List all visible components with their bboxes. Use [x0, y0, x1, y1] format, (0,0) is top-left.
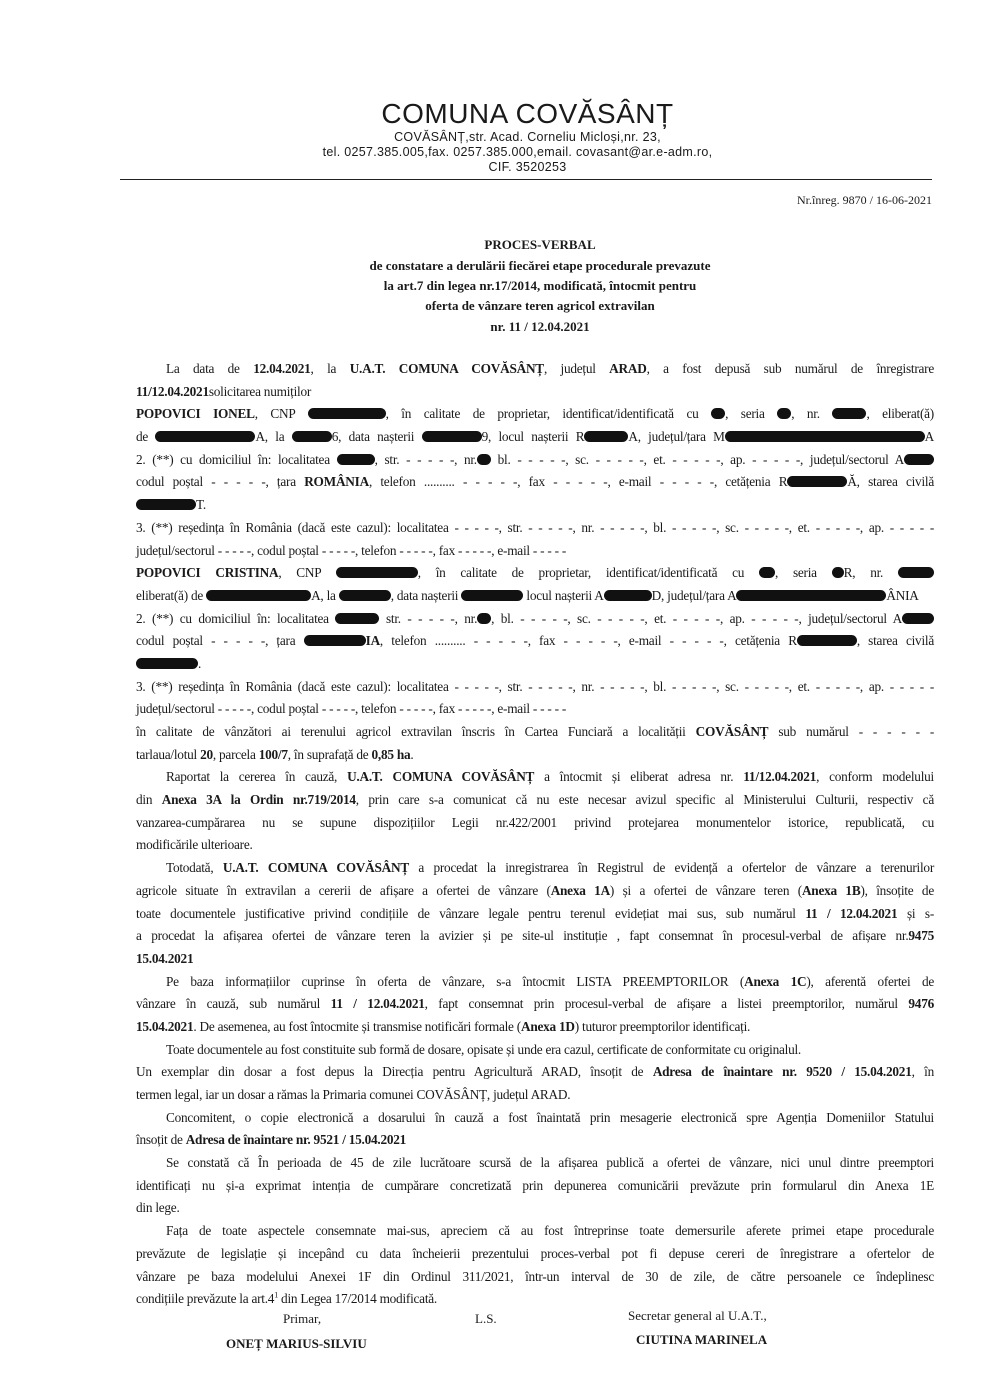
text: codul poștal - - - - -, țara [136, 633, 304, 649]
text: 6, data nașterii [331, 429, 422, 445]
text: termen legal, iar un dosar a rămas la Primaria comunei COVĂSÂNȚ, județul ARAD. [136, 1087, 571, 1102]
redaction-mark [339, 590, 391, 601]
text: , CNP [278, 565, 336, 581]
text: , conform modelului [816, 769, 934, 785]
redaction-mark [832, 408, 866, 419]
text-line [136, 494, 934, 517]
registration-number: Nr.înreg. 9870 / 16-06-2021 [797, 193, 932, 207]
text-line [136, 517, 934, 540]
text-line [136, 1016, 934, 1039]
text-line [136, 971, 934, 994]
text: , în suprafață de [287, 746, 372, 762]
bold-text: 100/7 [258, 746, 288, 762]
text: Pe baza informațiilor cuprinse în oferta de vânzare, s-a întocmit LISTA PREEMPTORILOR ( [166, 973, 745, 989]
seal-mark: L.S. [475, 1311, 497, 1326]
text-line [136, 1220, 934, 1243]
text-line [136, 857, 934, 880]
text-line [136, 880, 934, 903]
bold-text: Anexa 1D [520, 1018, 575, 1034]
text-line [136, 1129, 934, 1152]
text-line [136, 698, 934, 721]
text: , CNP [254, 406, 308, 422]
bold-text: IA [365, 633, 380, 649]
bold-text: U.A.T. COMUNA COVĂSÂNȚ [222, 860, 409, 876]
text: a procedat la afișarea ofertei de vânzare teren la avizier și pe site-ul instituție , fapt consemnat în procesul-verbal de afișare nr. [136, 928, 909, 944]
header-divider [120, 179, 932, 180]
text-line [136, 1175, 934, 1198]
text: , la [310, 361, 350, 376]
text: din Legea 17/2014 modificată. [277, 1291, 437, 1307]
text-line [136, 426, 934, 449]
text: solicitarea numiților [208, 383, 312, 399]
text: 3. (**) reședința în România (dacă este cazul): localitatea - - - - -, str. - - - - -, nr. - - - - -, bl. - - - - -, sc. - - - - -, et. - - - - -, ap. - - - - - [136, 678, 934, 694]
redaction-mark [797, 635, 857, 646]
text: , în calitate de proprietar, identificat/identificată cu [417, 565, 760, 581]
text-line [136, 1039, 934, 1062]
bold-text: 15.04.2021 [136, 1018, 194, 1034]
text-line [136, 381, 934, 404]
redaction-mark [335, 613, 379, 624]
bold-text: 11/12.04.2021 [136, 383, 209, 399]
text: str. - - - - -, nr. [379, 610, 478, 626]
text: , starea civilă [856, 633, 934, 649]
text-line [136, 676, 934, 699]
text: , seria [775, 565, 832, 581]
document-number: nr. 11 / 12.04.2021 [490, 319, 590, 334]
text-line [136, 1061, 934, 1084]
text: vânzare pe baza modelului Anexei 1F din Ordinul 311/2021, într-un interval de 30 de zile, de către persoanele ce îndeplinesc [136, 1268, 934, 1284]
text: vanzarea-cumpărarea nu se supune dispozițiilor Legii nr.422/2001 privind protejarea monumentelor istorice, republicată, cu [136, 814, 934, 830]
text: , în [911, 1064, 934, 1080]
text: ) și a ofertei de vânzare teren ( [609, 882, 802, 898]
redaction-mark [461, 590, 523, 601]
document-subtitle-line: oferta de vânzare teren agricol extravilan [425, 298, 655, 313]
text-line [136, 1152, 934, 1175]
bold-text: 20 [200, 746, 213, 762]
text: județul/sectorul - - - - -, codul poștal - - - - -, telefon - - - - -, fax - - - - -, e-mail - - - - - [136, 701, 567, 717]
text: , bl. - - - - -, sc. - - - - -, et. - - - - -, ap. - - - - -, județul/sectorul A [491, 610, 902, 626]
text-line [136, 358, 934, 381]
text-line [136, 766, 934, 789]
bold-text: COVĂSÂNȚ [695, 724, 769, 739]
text: Concomitent, o copie electronică a dosarului în cauză a fost înaintată prin mesagerie electronică spre Agenția Domeniilor Statului [166, 1109, 934, 1125]
text: ), însoțite de [860, 882, 934, 898]
text: ) tuturor preemptorilor identificați. [574, 1018, 751, 1034]
text-line [136, 471, 934, 494]
redaction-mark [584, 431, 628, 442]
bold-text: POPOVICI IONEL [136, 406, 255, 422]
text: La data de [166, 361, 254, 376]
text-line [136, 834, 934, 857]
bold-text: Adresa de înaintare nr. 9521 / 15.04.2021 [185, 1132, 407, 1148]
text: , str. - - - - -, nr. [374, 451, 477, 467]
text: , județul [543, 361, 610, 376]
text: vânzare în cauză, sub numărul [136, 996, 331, 1012]
text-line [136, 1107, 934, 1130]
text: identificați nu și-a exprimat intenția de cumpărare concretizată prin depunerea comunicării prevăzute prin formularul din Anexa 1E [136, 1177, 934, 1193]
redaction-mark [902, 613, 934, 624]
redaction-mark [206, 590, 311, 601]
text-line [136, 562, 934, 585]
text-line [136, 1197, 934, 1220]
text-line [136, 903, 934, 926]
text: prevăzute de legislație și incepând cu data încheierii prezentului proces-verbal pot fi depuse cereri de înregistrare a ofertelor de [136, 1245, 934, 1261]
text: 3. (**) reședința în România (dacă este cazul): localitatea - - - - -, str. - - - - -, nr. - - - - -, bl. - - - - -, sc. - - - - -, et. - - - - -, ap. - - - - - [136, 519, 934, 535]
text: tarlaua/lotul [136, 746, 201, 762]
text: A [924, 429, 935, 445]
text-line [136, 948, 934, 971]
text: Fața de toate aspectele consemnate mai-sus, apreciem că au fost întreprinse toate demersurile aferete primei etape procedurale [166, 1223, 934, 1239]
text-line [136, 1266, 934, 1289]
text: condițiile prevăzute la art.4 [136, 1291, 275, 1307]
redaction-mark [308, 408, 386, 419]
text: , telefon .......... - - - - -, fax - - - - -, e-mail - - - - -, cetățenia R [368, 474, 788, 490]
text: , data nașterii [390, 587, 462, 603]
secretary-name: CIUTINA MARINELA [636, 1332, 768, 1347]
text: Ă, starea civilă [847, 474, 934, 490]
redaction-mark [904, 454, 934, 465]
bold-text: ARAD [609, 361, 647, 376]
redaction-mark [759, 567, 775, 578]
text: . [198, 655, 202, 671]
bold-text: Adresa de înaintare nr. 9520 / 15.04.2021 [652, 1064, 912, 1080]
text: , nr. [791, 406, 833, 422]
text: a întocmit și eliberat adresa nr. [534, 769, 744, 785]
bold-text: 11 / 12.04.2021 [330, 996, 425, 1012]
text: de [136, 429, 156, 445]
text: A, la [255, 429, 292, 445]
text: a procedat la inregistrarea în Registrul de evidență a ofertelor de vânzare a terenurilor [408, 860, 935, 876]
text: , parcela [212, 746, 259, 762]
redaction-mark [155, 431, 255, 442]
text: D, județul/țara A [651, 587, 737, 603]
document-subtitle-line: de constatare a derulării fiecărei etape procedurale prevazute [369, 258, 711, 273]
text-line [136, 653, 934, 676]
superscript: 1 [274, 1290, 278, 1300]
text: , fapt consemnat prin procesul-verbal de afișare a listei preemptorilor, numărul [424, 996, 909, 1012]
text: județul/sectorul - - - - -, codul poștal - - - - -, telefon - - - - -, fax - - - - -, e-mail - - - - - [136, 542, 567, 558]
document-title: PROCES-VERBAL [484, 237, 596, 252]
redaction-mark [736, 590, 886, 601]
bold-text: Anexa 1A [550, 882, 610, 898]
text: 2. (**) cu domiciliul în: localitatea [136, 451, 337, 467]
text: , seria [725, 406, 778, 422]
bold-text: Anexa 3A la Ordin nr.719/2014 [161, 792, 356, 808]
text: din lege. [136, 1200, 180, 1216]
redaction-mark [604, 590, 652, 601]
text: în calitate de vânzători ai terenului agricol extravilan înscris în Cartea Funciară a localității [136, 724, 696, 739]
org-contact: tel. 0257.385.005,fax. 0257.385.000,email. covasant@ar.e-adm.ro, [322, 145, 713, 159]
redaction-mark [136, 499, 196, 510]
text: toate documentele justificative privind condițiile de vânzare legale pentru terenul evidețiat mai sus, sub numărul [136, 905, 806, 921]
redaction-mark [292, 431, 332, 442]
text-line [136, 540, 934, 563]
text: . De asemenea, au fost întocmite și transmise notificări formale ( [193, 1018, 521, 1034]
text: , eliberat(ă) [866, 406, 934, 422]
redaction-mark [725, 431, 925, 442]
bold-text: 11 / 12.04.2021 [805, 905, 898, 921]
text-line [136, 449, 934, 472]
bold-text: U.A.T. COMUNA COVĂSÂNȚ [349, 361, 544, 376]
text: codul poștal - - - - -, țara [136, 474, 305, 490]
redaction-mark [832, 567, 844, 578]
text: , prin care s-a comunicat că nu este necesar avizul specific al Ministerului Culturii, respectiv că [355, 792, 934, 808]
text-line [136, 993, 934, 1016]
text-line [136, 608, 934, 631]
text: Se constată că În perioada de 45 de zile lucrătoare scursă de la afișarea publică a ofertei de vânzare, nici unul dintre preemptori [166, 1155, 934, 1171]
text: , telefon .......... - - - - -, fax - - - - -, e-mail - - - - -, cetățenia R [379, 633, 797, 649]
text: agricole situate în extravilan a cererii de afișare a ofertei de vânzare ( [136, 882, 551, 898]
text: locul nașterii A [523, 587, 604, 603]
bold-text: 9476 [908, 996, 934, 1012]
text: bl. - - - - -, sc. - - - - -, et. - - - - -, ap. - - - - -, județul/sectorul A [490, 451, 904, 467]
text: 9, locul nașterii R [481, 429, 585, 445]
text-line [136, 1288, 934, 1311]
text-line [136, 812, 934, 835]
bold-text: 0,85 ha [371, 746, 411, 762]
text: Un exemplar din dosar a fost depus la Direcția pentru Agricultură ARAD, însoțit de [136, 1064, 653, 1080]
text: 2. (**) cu domiciliul în: localitatea [136, 610, 336, 626]
redaction-mark [477, 454, 491, 465]
text-line [136, 630, 934, 653]
text-line [136, 403, 934, 426]
text: Toate documentele au fost constituite sub formă de dosare, opisate și unde era cazul, certificate de conformitate cu originalul. [166, 1041, 801, 1057]
mayor-role: Primar, [283, 1311, 322, 1326]
text: Raportat la cererea în cauză, [166, 769, 348, 785]
text-line [136, 585, 934, 608]
text: ), aferentă ofertei de [806, 973, 934, 989]
text-line [136, 789, 934, 812]
bold-text: Anexa 1C [744, 973, 807, 989]
redaction-mark [711, 408, 725, 419]
text-line [136, 1243, 934, 1266]
text: A, la [311, 587, 339, 603]
text: T. [196, 497, 206, 513]
bold-text: 11/12.04.2021 [743, 769, 817, 785]
redaction-mark [136, 658, 198, 669]
redaction-mark [787, 476, 847, 487]
text: ÂNIA [886, 587, 919, 603]
redaction-mark [898, 567, 934, 578]
org-address: COVĂSÂNȚ,str. Acad. Corneliu Micloși,nr. 23, [394, 130, 661, 144]
bold-text: ROMÂNIA [304, 474, 369, 490]
redaction-mark [422, 431, 482, 442]
text-line [136, 744, 934, 767]
bold-text: 12.04.2021 [253, 361, 311, 376]
redaction-mark [477, 613, 491, 624]
text: Totodată, [166, 860, 223, 876]
text: modificările ulterioare. [136, 837, 253, 853]
org-name: COMUNA COVĂSÂNȚ [381, 98, 674, 129]
bold-text: U.A.T. COMUNA COVĂSÂNȚ [347, 769, 535, 785]
text-line [136, 925, 934, 948]
document-subtitle-line: la art.7 din legea nr.17/2014, modificată, întocmit pentru [383, 278, 697, 293]
text: și s- [897, 905, 935, 921]
text-line [136, 721, 934, 744]
bold-text: POPOVICI CRISTINA [136, 565, 279, 581]
bold-text: Anexa 1B [801, 882, 861, 898]
mayor-name: ONEȚ MARIUS-SILVIU [226, 1336, 367, 1351]
bold-text: 9475 [908, 928, 934, 944]
bold-text: 15.04.2021 [136, 950, 194, 966]
text: , a fost depusă sub numărul de înregistrare [646, 361, 934, 376]
text: . [410, 746, 414, 762]
text: A, județul/țara M [628, 429, 725, 445]
redaction-mark [304, 635, 366, 646]
text-line [136, 1084, 934, 1107]
text: eliberat(ă) de [136, 587, 207, 603]
text: din [136, 792, 162, 808]
document-body [136, 358, 934, 1311]
org-cif: CIF. 3520253 [488, 160, 567, 174]
redaction-mark [777, 408, 791, 419]
text: R, nr. [843, 565, 898, 581]
redaction-mark [336, 567, 418, 578]
redaction-mark [337, 454, 375, 465]
secretary-role: Secretar general al U.A.T., [628, 1308, 767, 1323]
text: însoțit de [136, 1132, 186, 1148]
text: , în calitate de proprietar, identificat/identificată cu [385, 406, 712, 422]
text: sub numărul - - - - - - [768, 724, 934, 739]
